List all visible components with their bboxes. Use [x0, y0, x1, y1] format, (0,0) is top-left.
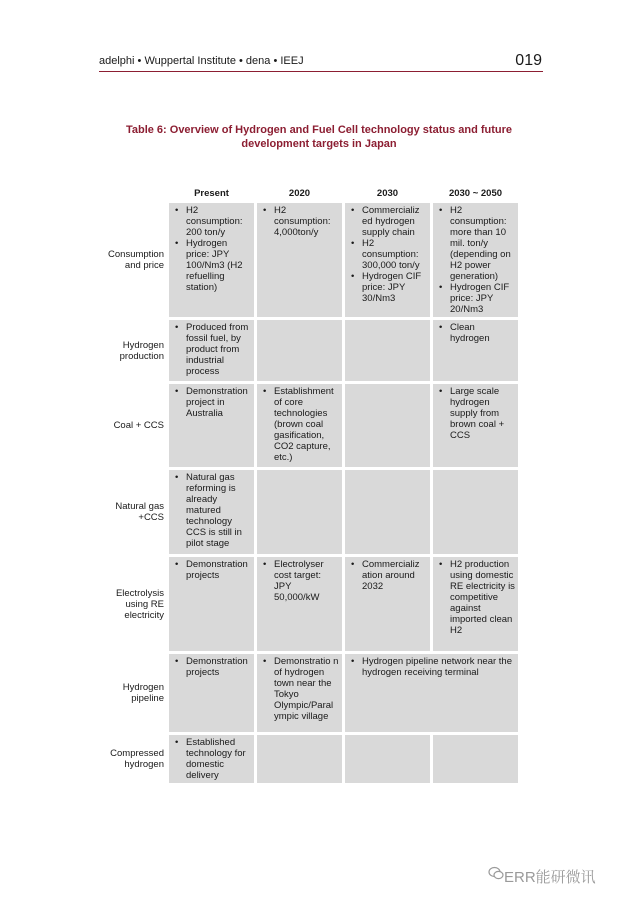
bullet-list: [259, 656, 339, 722]
bullet-list: [171, 205, 251, 293]
table-cell: [433, 735, 518, 783]
table-header-row: [103, 186, 518, 200]
bullet-item: • Commercializ ed hydrogen supply chain: [347, 205, 427, 238]
table-cell: [169, 654, 254, 732]
bullet-list: [347, 656, 515, 678]
bullet-item: • Established technology for domestic delivery: [171, 737, 251, 781]
table-cell: [169, 384, 254, 467]
header-corner: [103, 186, 166, 200]
bullet-list: [435, 559, 515, 636]
bullet-list: [259, 205, 339, 238]
table-cell: [257, 320, 342, 381]
row-label: Natural gas +CCS: [115, 501, 164, 523]
table-cell: [345, 384, 430, 467]
bullet-list: [171, 656, 251, 678]
table-row: [103, 470, 518, 554]
bullet-item: • H2 consumption: 4,000ton/y: [259, 205, 339, 238]
column-header: 2030 ~ 2050: [448, 187, 503, 199]
table-cell: [257, 557, 342, 651]
bullet-item: • H2 consumption: 200 ton/y: [171, 205, 251, 238]
table-cell: [433, 320, 518, 381]
column-header: Present: [194, 187, 229, 199]
column-header: 2020: [288, 187, 311, 199]
table-title-line1: Table 6: Overview of Hydrogen and Fuel Cell technology status and future: [125, 124, 513, 136]
bullet-item: • Clean hydrogen: [435, 322, 515, 344]
bullet-item: • Demonstration project in Australia: [171, 386, 251, 419]
bullet-item: • Hydrogen CIF price: JPY 30/Nm3: [347, 271, 427, 304]
bullet-list: [435, 386, 515, 441]
bullet-item: • H2 consumption: more than 10 mil. ton/y (depending on H2 power generation): [435, 205, 515, 282]
bullet-item: • Hydrogen CIF price: JPY 20/Nm3: [435, 282, 515, 315]
table-cell: [345, 470, 430, 554]
table-cell: [433, 203, 518, 317]
table-cell: [257, 735, 342, 783]
table-cell: [257, 203, 342, 317]
bullet-list: [347, 205, 427, 304]
bullet-item: • Produced from fossil fuel, by product from industrial process: [171, 322, 251, 377]
table-cell: [257, 384, 342, 467]
status-table: [100, 183, 521, 786]
table-cell: [169, 203, 254, 317]
bullet-item: • H2 production using domestic RE electricity is competitive against imported clean H2: [435, 559, 515, 636]
bullet-item: • H2 consumption: 300,000 ton/y: [347, 238, 427, 271]
table-cell: [169, 557, 254, 651]
table-title: [99, 123, 539, 151]
table-row: [103, 384, 518, 467]
wechat-icon: [488, 865, 504, 881]
bullet-item: • Demonstration projects: [171, 656, 251, 678]
table-cell: [433, 384, 518, 467]
bullet-item: • Natural gas reforming is already matured technology CCS is still in pilot stage: [171, 472, 251, 549]
bullet-list: [171, 386, 251, 419]
bullet-list: [171, 322, 251, 377]
table-cell: [345, 320, 430, 381]
bullet-list: [435, 322, 515, 344]
table-cell: [169, 735, 254, 783]
table-body: [103, 203, 518, 783]
bullet-list: [171, 559, 251, 581]
row-label: Consumption and price: [108, 249, 164, 271]
bullet-list: [347, 559, 427, 592]
bullet-item: • Establishment of core technologies (brown coal gasification, CO2 capture, etc.): [259, 386, 339, 463]
header-authors: adelphi • Wuppertal Institute • dena • IEEJ: [99, 55, 304, 67]
header-divider: [99, 71, 543, 72]
row-label: Electrolysis using RE electricity: [115, 587, 164, 621]
watermark-text: ERR能研微讯: [504, 869, 596, 886]
bullet-list: [171, 737, 251, 781]
table-cell: [433, 557, 518, 651]
bullet-item: • Hydrogen price: JPY 100/Nm3 (H2 refuelling station): [171, 238, 251, 293]
table-cell: [257, 470, 342, 554]
table-cell: [257, 654, 342, 732]
table-row: [103, 654, 518, 732]
table-row: [103, 557, 518, 651]
bullet-list: [435, 205, 515, 315]
table-cell: [345, 654, 518, 732]
table-title-line2: development targets in Japan: [241, 138, 397, 150]
table-cell: [433, 470, 518, 554]
bullet-item: • Commercializ ation around 2032: [347, 559, 427, 592]
bullet-item: • Electrolyser cost target: JPY 50,000/kW: [259, 559, 339, 603]
row-label: Compressed hydrogen: [110, 748, 164, 770]
table-cell: [169, 320, 254, 381]
page-header: [99, 52, 542, 71]
bullet-list: [259, 559, 339, 603]
row-label: Hydrogen production: [119, 339, 164, 362]
bullet-list: [259, 386, 339, 463]
table-row: [103, 320, 518, 381]
table-row: [103, 735, 518, 783]
column-header: 2030: [376, 187, 399, 199]
bullet-item: • Demonstratio n of hydrogen town near the Tokyo Olympic/Paral ympic village: [259, 656, 339, 722]
table-cell: [345, 557, 430, 651]
table-cell: [345, 203, 430, 317]
table-row: [103, 203, 518, 317]
table-cell: [345, 735, 430, 783]
bullet-item: • Demonstration projects: [171, 559, 251, 581]
table-cell: [169, 470, 254, 554]
page-number: 019: [515, 52, 542, 69]
bullet-item: • Hydrogen pipeline network near the hydrogen receiving terminal: [347, 656, 515, 678]
row-label: Coal + CCS: [113, 420, 164, 431]
bullet-item: • Large scale hydrogen supply from brown coal + CCS: [435, 386, 515, 441]
bullet-list: [171, 472, 251, 549]
row-label: Hydrogen pipeline: [122, 682, 164, 704]
